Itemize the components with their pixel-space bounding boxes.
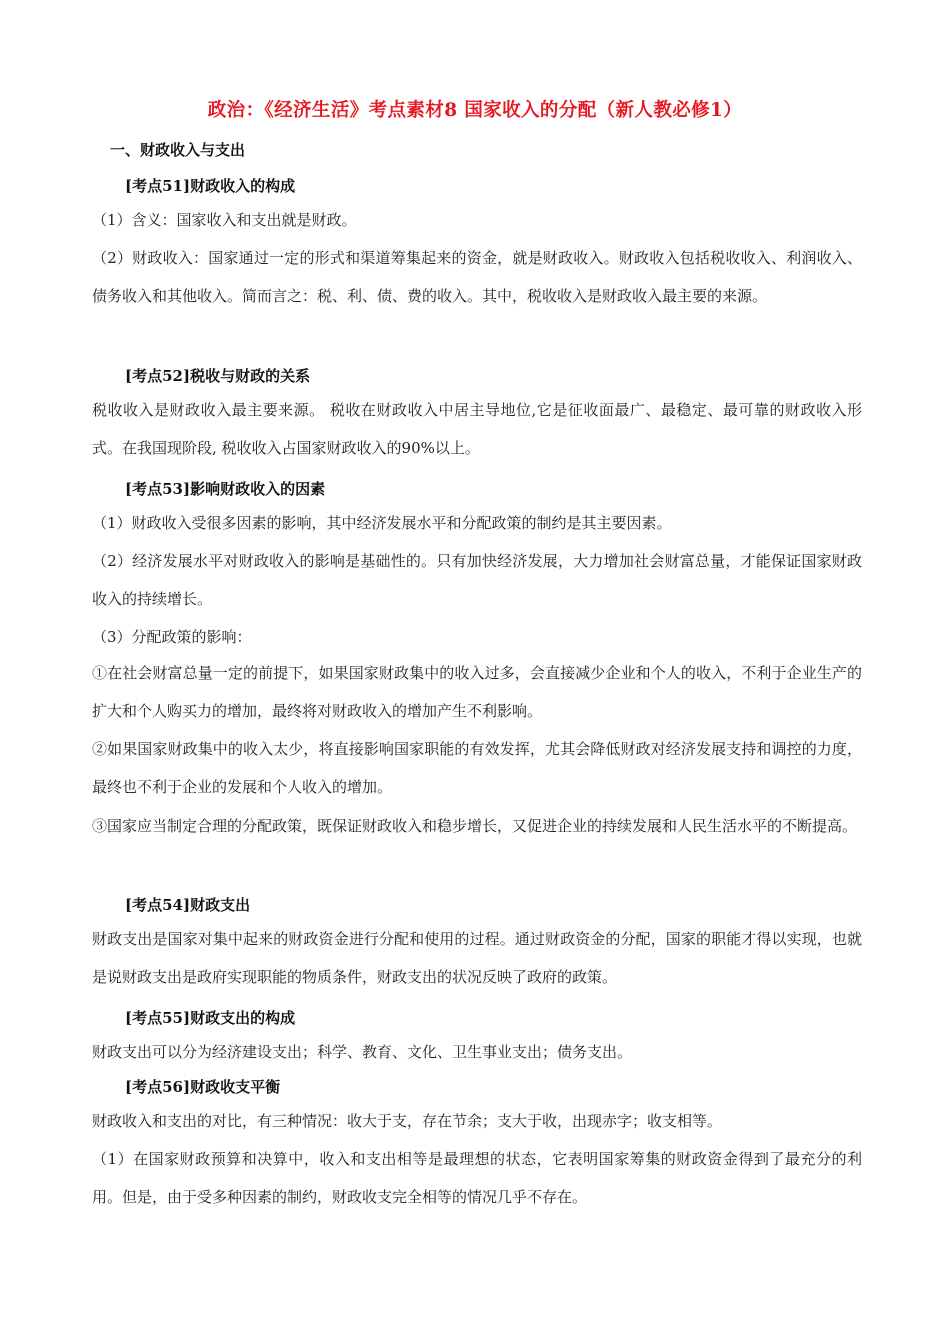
kp51-heading: [考点51]财政收入的构成 (125, 177, 296, 195)
kp56-heading: [考点56]财政收支平衡 (125, 1078, 281, 1096)
kp55-heading: [考点55]财政支出的构成 (125, 1009, 296, 1027)
kp53-heading: [考点53]影响财政收入的因素 (125, 480, 326, 498)
kp53-paragraph-2: （2）经济发展水平对财政收入的影响是基础性的。只有加快经济发展，大力增加社会财富总量，才能保证国家财政收入的持续增长。 (92, 552, 862, 608)
kp52-heading: [考点52]税收与财政的关系 (125, 367, 311, 385)
kp56-paragraph-1: 财政收入和支出的对比，有三种情况：收大于支，存在节余；支大于收，出现赤字；收支相等。 (92, 1112, 723, 1130)
section-heading: 一、财政收入与支出 (110, 141, 246, 159)
kp53-paragraph-4: ①在社会财富总量一定的前提下，如果国家财政集中的收入过多，会直接减少企业和个人的收入，不利于企业生产的扩大和个人购买力的增加，最终将对财政收入的增加产生不利影响。 (92, 664, 862, 720)
kp52-paragraph-1: 税收收入是财政收入最主要来源。 税收在财政收入中居主导地位,它是征收面最广、最稳定、最可靠的财政收入形式。在我国现阶段, 税收收入占国家财政收入的90%以上。 (92, 401, 862, 457)
kp51-paragraph-2: （2）财政收入：国家通过一定的形式和渠道筹集起来的资金，就是财政收入。财政收入包括税收收入、利润收入、债务收入和其他收入。简而言之：税、利、债、费的收入。其中，税收收入是财政收入最主要的来源。 (92, 249, 862, 305)
kp56-paragraph-2: （1）在国家财政预算和决算中，收入和支出相等是最理想的状态，它表明国家筹集的财政资金得到了最充分的利用。但是，由于受多种因素的制约，财政收支完全相等的情况几乎不存在。 (92, 1150, 862, 1206)
kp54-paragraph-1: 财政支出是国家对集中起来的财政资金进行分配和使用的过程。通过财政资金的分配，国家的职能才得以实现，也就是说财政支出是政府实现职能的物质条件，财政支出的状况反映了政府的政策。 (92, 930, 862, 986)
kp53-paragraph-1: （1）财政收入受很多因素的影响，其中经济发展水平和分配政策的制约是其主要因素。 (92, 514, 672, 532)
kp53-paragraph-5: ②如果国家财政集中的收入太少，将直接影响国家职能的有效发挥，尤其会降低财政对经济发展支持和调控的力度，最终也不利于企业的发展和个人收入的增加。 (92, 740, 862, 796)
kp55-paragraph-1: 财政支出可以分为经济建设支出；科学、教育、文化、卫生事业支出；债务支出。 (92, 1043, 633, 1061)
kp54-heading: [考点54]财政支出 (125, 896, 251, 914)
kp51-paragraph-1: （1）含义：国家收入和支出就是财政。 (92, 211, 357, 229)
kp53-paragraph-3: （3）分配政策的影响： (92, 628, 252, 646)
kp53-paragraph-6: ③国家应当制定合理的分配政策，既保证财政收入和稳步增长，又促进企业的持续发展和人民生活水平的不断提高。 (92, 817, 858, 835)
document-title: 政治：《经济生活》考点素材8 国家收入的分配（新人教必修1） (207, 100, 743, 121)
